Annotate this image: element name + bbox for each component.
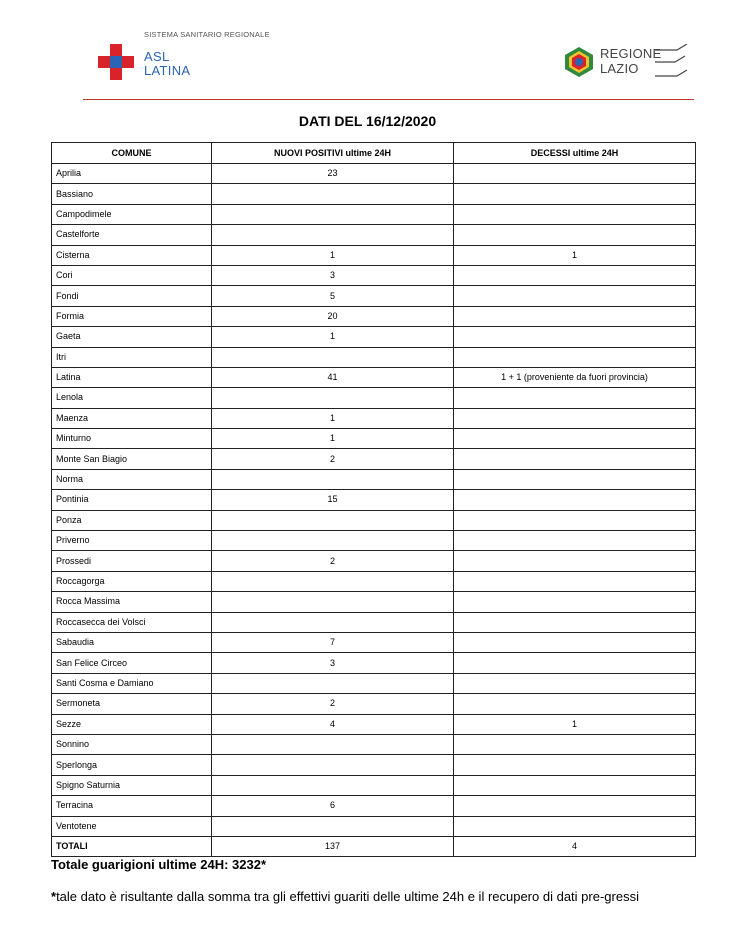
decessi-cell	[454, 653, 696, 673]
comune-cell: Cisterna	[52, 245, 212, 265]
comune-cell: San Felice Circeo	[52, 653, 212, 673]
decessi-cell	[454, 204, 696, 224]
comune-cell: Prossedi	[52, 551, 212, 571]
comune-cell: Ventotene	[52, 816, 212, 836]
comune-cell: Castelforte	[52, 225, 212, 245]
decessi-cell	[454, 531, 696, 551]
table-row	[52, 408, 696, 428]
table-row	[52, 347, 696, 367]
decessi-cell	[454, 449, 696, 469]
page-title: DATI DEL 16/12/2020	[298, 113, 437, 129]
comune-cell: Terracina	[52, 796, 212, 816]
table-row	[52, 510, 696, 530]
decessi-cell	[454, 551, 696, 571]
comune-cell: Monte San Biagio	[52, 449, 212, 469]
positivi-cell	[212, 388, 454, 408]
table-row	[52, 673, 696, 693]
positivi-cell: 7	[212, 632, 454, 652]
asl-system-label: SISTEMA SANITARIO REGIONALE	[144, 30, 270, 39]
positivi-cell	[212, 347, 454, 367]
column-header-comune: COMUNE	[52, 143, 212, 164]
positivi-cell	[212, 734, 454, 754]
positivi-cell: 6	[212, 796, 454, 816]
decessi-cell	[454, 306, 696, 326]
column-header-positivi: NUOVI POSITIVI ultime 24H	[212, 143, 454, 164]
positivi-cell: 2	[212, 694, 454, 714]
footnote	[51, 883, 711, 911]
table-row	[52, 490, 696, 510]
decessi-cell	[454, 286, 696, 306]
decessi-cell	[454, 490, 696, 510]
positivi-cell: 5	[212, 286, 454, 306]
positivi-cell: 41	[212, 367, 454, 387]
totals-decessi-cell: 4	[454, 836, 696, 856]
positivi-cell	[212, 184, 454, 204]
totals-positivi-cell: 137	[212, 836, 454, 856]
table-row	[52, 592, 696, 612]
asl-name	[144, 50, 190, 78]
table-row	[52, 327, 696, 347]
table-row	[52, 612, 696, 632]
table-row	[52, 653, 696, 673]
table-row	[52, 429, 696, 449]
footnote-star: *	[51, 889, 57, 904]
positivi-cell: 1	[212, 327, 454, 347]
table-header-row	[52, 143, 696, 164]
decorative-lines-icon	[655, 44, 689, 80]
comune-cell: Campodimele	[52, 204, 212, 224]
table-row	[52, 551, 696, 571]
decessi-cell	[454, 469, 696, 489]
table-row	[52, 164, 696, 184]
decessi-cell	[454, 632, 696, 652]
decessi-cell	[454, 734, 696, 754]
comune-cell: Formia	[52, 306, 212, 326]
totals-row	[52, 836, 696, 856]
comune-cell: Rocca Massima	[52, 592, 212, 612]
comune-cell: Santi Cosma e Damiano	[52, 673, 212, 693]
positivi-cell	[212, 571, 454, 591]
positivi-cell: 1	[212, 245, 454, 265]
positivi-cell	[212, 592, 454, 612]
table-row	[52, 204, 696, 224]
comune-cell: Minturno	[52, 429, 212, 449]
asl-name-line2: LATINA	[144, 63, 191, 78]
recoveries-summary: Totale guarigioni ultime 24H: 3232*	[51, 857, 267, 872]
table-row	[52, 367, 696, 387]
comune-cell: Sermoneta	[52, 694, 212, 714]
comune-cell: Spigno Saturnia	[52, 775, 212, 795]
decessi-cell: 1	[454, 245, 696, 265]
decessi-cell	[454, 265, 696, 285]
positivi-cell: 4	[212, 714, 454, 734]
table-row	[52, 775, 696, 795]
comune-cell: Roccasecca dei Volsci	[52, 612, 212, 632]
decessi-cell	[454, 510, 696, 530]
positivi-cell	[212, 755, 454, 775]
comune-cell: Sezze	[52, 714, 212, 734]
table-row	[52, 265, 696, 285]
decessi-cell	[454, 347, 696, 367]
table-row	[52, 388, 696, 408]
positivi-cell: 20	[212, 306, 454, 326]
decessi-cell	[454, 796, 696, 816]
totals-label-cell: TOTALI	[52, 836, 212, 856]
table-row	[52, 796, 696, 816]
covid-data-table	[51, 142, 696, 857]
decessi-cell	[454, 673, 696, 693]
header-rule	[83, 99, 694, 100]
medical-cross-icon	[98, 44, 134, 80]
positivi-cell: 2	[212, 551, 454, 571]
comune-cell: Sabaudia	[52, 632, 212, 652]
comune-cell: Itri	[52, 347, 212, 367]
decessi-cell	[454, 571, 696, 591]
positivi-cell	[212, 612, 454, 632]
positivi-cell: 15	[212, 490, 454, 510]
asl-name-line1: ASL	[144, 49, 170, 64]
regione-lazio-name	[600, 46, 661, 76]
positivi-cell	[212, 775, 454, 795]
positivi-cell: 1	[212, 408, 454, 428]
table-row	[52, 531, 696, 551]
comune-cell: Aprilia	[52, 164, 212, 184]
comune-cell: Sperlonga	[52, 755, 212, 775]
positivi-cell	[212, 469, 454, 489]
decessi-cell	[454, 755, 696, 775]
footnote-text: tale dato è risultante dalla somma tra gli effettivi guariti delle ultime 24h e il recupero di dati pre-gressi	[56, 889, 639, 904]
comune-cell: Ponza	[52, 510, 212, 530]
regione-lazio-logo	[563, 42, 693, 84]
decessi-cell: 1	[454, 714, 696, 734]
region-name-line1: REGIONE	[600, 46, 662, 61]
decessi-cell	[454, 164, 696, 184]
decessi-cell	[454, 775, 696, 795]
positivi-cell	[212, 225, 454, 245]
comune-cell: Fondi	[52, 286, 212, 306]
positivi-cell	[212, 816, 454, 836]
comune-cell: Gaeta	[52, 327, 212, 347]
table-row	[52, 816, 696, 836]
decessi-cell: 1 + 1 (proveniente da fuori provincia)	[454, 367, 696, 387]
table-row	[52, 245, 696, 265]
table-row	[52, 469, 696, 489]
decessi-cell	[454, 694, 696, 714]
table-row	[52, 571, 696, 591]
table-row	[52, 225, 696, 245]
table-row	[52, 286, 696, 306]
table-row	[52, 694, 696, 714]
comune-cell: Latina	[52, 367, 212, 387]
positivi-cell: 2	[212, 449, 454, 469]
comune-cell: Cori	[52, 265, 212, 285]
decessi-cell	[454, 184, 696, 204]
decessi-cell	[454, 592, 696, 612]
comune-cell: Priverno	[52, 531, 212, 551]
positivi-cell	[212, 673, 454, 693]
table-row	[52, 306, 696, 326]
table-row	[52, 184, 696, 204]
decessi-cell	[454, 388, 696, 408]
decessi-cell	[454, 816, 696, 836]
region-name-line2: LAZIO	[600, 61, 639, 76]
comune-cell: Pontinia	[52, 490, 212, 510]
positivi-cell: 3	[212, 265, 454, 285]
comune-cell: Bassiano	[52, 184, 212, 204]
comune-cell: Lenola	[52, 388, 212, 408]
positivi-cell	[212, 531, 454, 551]
comune-cell: Sonnino	[52, 734, 212, 754]
document-header	[0, 0, 735, 100]
positivi-cell: 1	[212, 429, 454, 449]
table-row	[52, 755, 696, 775]
decessi-cell	[454, 225, 696, 245]
comune-cell: Maenza	[52, 408, 212, 428]
regione-lazio-emblem-icon	[563, 46, 595, 78]
column-header-decessi: DECESSI ultime 24H	[454, 143, 696, 164]
table-row	[52, 714, 696, 734]
positivi-cell: 3	[212, 653, 454, 673]
positivi-cell	[212, 204, 454, 224]
comune-cell: Roccagorga	[52, 571, 212, 591]
asl-latina-logo	[98, 30, 268, 86]
table-row	[52, 449, 696, 469]
decessi-cell	[454, 327, 696, 347]
positivi-cell	[212, 510, 454, 530]
table-row	[52, 734, 696, 754]
positivi-cell: 23	[212, 164, 454, 184]
decessi-cell	[454, 408, 696, 428]
decessi-cell	[454, 429, 696, 449]
decessi-cell	[454, 612, 696, 632]
table-row	[52, 632, 696, 652]
table-body	[52, 164, 696, 857]
comune-cell: Norma	[52, 469, 212, 489]
